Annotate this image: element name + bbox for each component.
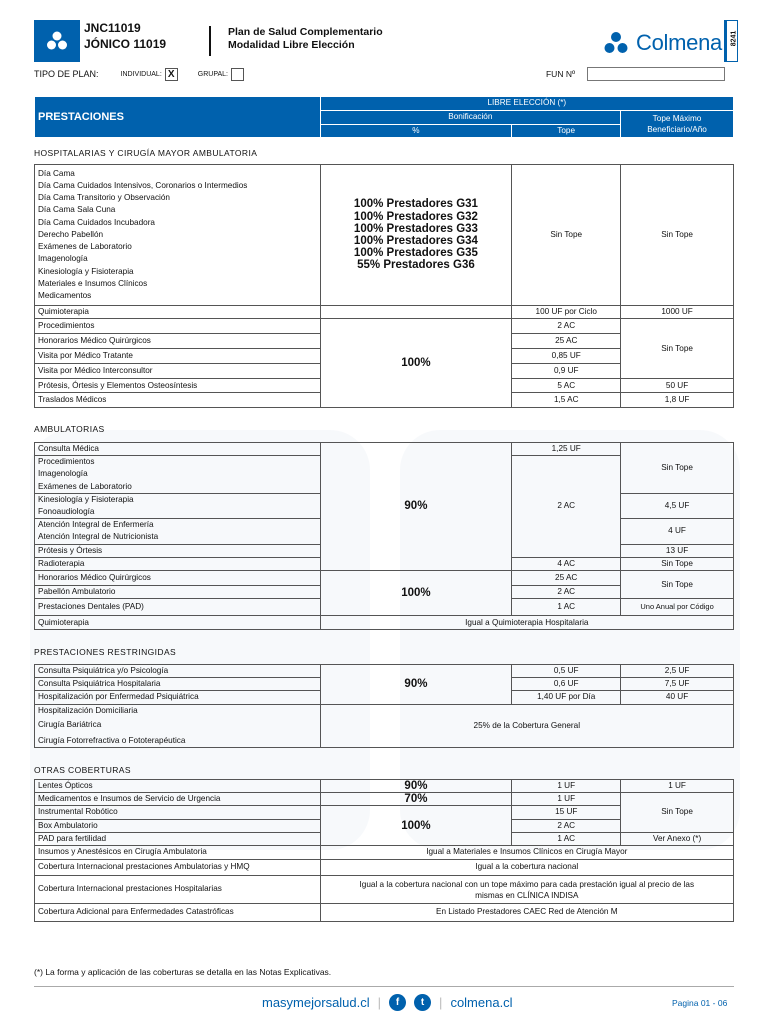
individual-checkbox[interactable]: X — [165, 68, 178, 81]
plan-code: JNC11019 JÓNICO 11019 — [84, 21, 167, 51]
twitter-icon[interactable]: t — [414, 994, 431, 1011]
colmena-link[interactable]: colmena.cl — [450, 995, 513, 1010]
colmena-brand-icon — [602, 31, 630, 55]
footer-links: masymejorsalud.cl | f t | colmena.cl — [262, 995, 513, 1010]
plan-name: Plan de Salud Complementario Modalidad Libre Elección — [228, 26, 383, 51]
page-number: Pagina 01 - 06 — [672, 998, 728, 1008]
table-restringidas: Consulta Psiquiátrica y/o Psicología 90% 0,5 UF 2,5 UF Consulta Psiquiátrica Hospitalaria 0,6 UF 7,5 UF Hospitalización por Enfermedad Psiquiátrica 1,40 UF por Día 40 UF Hospitalización Domiciliaria Cirugía Bariátrica Cirugía Fotorrefractiva o Fototerapéutica 25% de la Cobertura General — [34, 664, 734, 748]
section-title-restringidas: PRESTACIONES RESTRINGIDAS — [34, 647, 177, 657]
masymejorsalud-link[interactable]: masymejorsalud.cl — [262, 995, 370, 1010]
header-divider — [209, 26, 211, 56]
section-title-hospitalarias: HOSPITALARIAS Y CIRUGÍA MAYOR AMBULATORIA — [34, 148, 258, 158]
table-hospitalarias: Día Cama Día Cama Cuidados Intensivos, Coronarios o Intermedios Día Cama Transitorio y Observación Día Cama Sala Cuna Día Cama Cuidados Incubadora Derecho Pabellón Exámenes de Laboratorio Imagenología Kinesiología y Fisioterapia Materiales e Insumos Clínicos Medicamentos 100% Prestadores G31 100% Prestadores G32 100% Prestadores G33 100% Prestadores G34 100% Prestadores G35 55% Prestadores G36 Sin Tope Sin Tope Quimioterapia 100 UF por Ciclo 1000 UF Procedimientos 100% 2 AC Sin Tope Honorarios Médico Quirúrgicos 25 AC Visita por Médico Tratante 0,85 UF Visita por Médico Interconsultor 0,9 UF Prótesis, Órtesis y Elementos Osteosíntesis 5 AC 50 UF Traslados Médicos 1,5 AC 1,8 UF — [34, 164, 734, 408]
table-ambulatorias: Consulta Médica 90% 1,25 UF Sin Tope Procedimientos Imagenología Exámenes de Laboratorio 2 AC Kinesiología y Fisioterapia Fonoaudiología 4,5 UF Atención Integral de Enfermería Atención Integral de Nutricionista 4 UF Prótesis y Órtesis 13 UF Radioterapia 4 AC Sin Tope Honorarios Médico Quirúrgicos 100% 25 AC Sin Tope Pabellón Ambulatorio 2 AC Prestaciones Dentales (PAD) 1 AC Uno Anual por Código Quimioterapia Igual a Quimioterapia Hospitalaria — [34, 442, 734, 630]
hosp-prestadores-cell: 100% Prestadores G31 100% Prestadores G32 100% Prestadores G33 100% Prestadores G34 100% Prestadores G35 55% Prestadores G36 — [320, 165, 512, 306]
table-header: PRESTACIONES LIBRE ELECCIÓN (*) Bonificación Tope Máximo Beneficiario/Año % Tope — [34, 96, 734, 138]
colmena-mark-icon — [45, 30, 69, 52]
colmena-logo-box — [34, 20, 80, 62]
facebook-icon[interactable]: f — [389, 994, 406, 1011]
plan-type-row: TIPO DE PLAN: INDIVIDUAL: X GRUPAL: FUN Nº — [34, 66, 734, 82]
footer-divider — [34, 986, 734, 987]
footer-note: (*) La forma y aplicación de las coberturas se detalla en las Notas Explicativas. — [34, 967, 332, 977]
table-otras: Lentes Ópticos 90% 1 UF 1 UF Medicamentos e Insumos de Servicio de Urgencia 70% 1 UF Sin Tope Instrumental Robótico 100% 15 UF Box Ambulatorio 2 AC PAD para fertilidad 1 AC Ver Anexo (*) Insumos y Anestésicos en Cirugía Ambulatoria Igual a Materiales e Insumos Clínicos en Cirugía Mayor Cobertura Internacional prestaciones Ambulatorias y HMQ Igual a la cobertura nacional Cobertura Internacional prestaciones Hospitalarias Igual a la cobertura nacional con un tope máximo para cada prestación igual al precio de las mismas en CLÍNICA INDISA Cobertura Adicional para Enfermedades Catastróficas En Listado Prestadores CAEC Red de Atención M — [34, 779, 734, 922]
section-title-ambulatorias: AMBULATORIAS — [34, 424, 105, 434]
hosp-items-cell: Día Cama Día Cama Cuidados Intensivos, Coronarios o Intermedios Día Cama Transitorio y Observación Día Cama Sala Cuna Día Cama Cuidados Incubadora Derecho Pabellón Exámenes de Laboratorio Imagenología Kinesiología y Fisioterapia Materiales e Insumos Clínicos Medicamentos — [35, 165, 321, 306]
grupal-checkbox[interactable] — [231, 68, 244, 81]
section-title-otras: OTRAS COBERTURAS — [34, 765, 131, 775]
brand-logo: Colmena — [602, 29, 722, 57]
fun-number-field[interactable] — [587, 67, 725, 81]
document-code-tab: 8241 — [724, 20, 738, 62]
